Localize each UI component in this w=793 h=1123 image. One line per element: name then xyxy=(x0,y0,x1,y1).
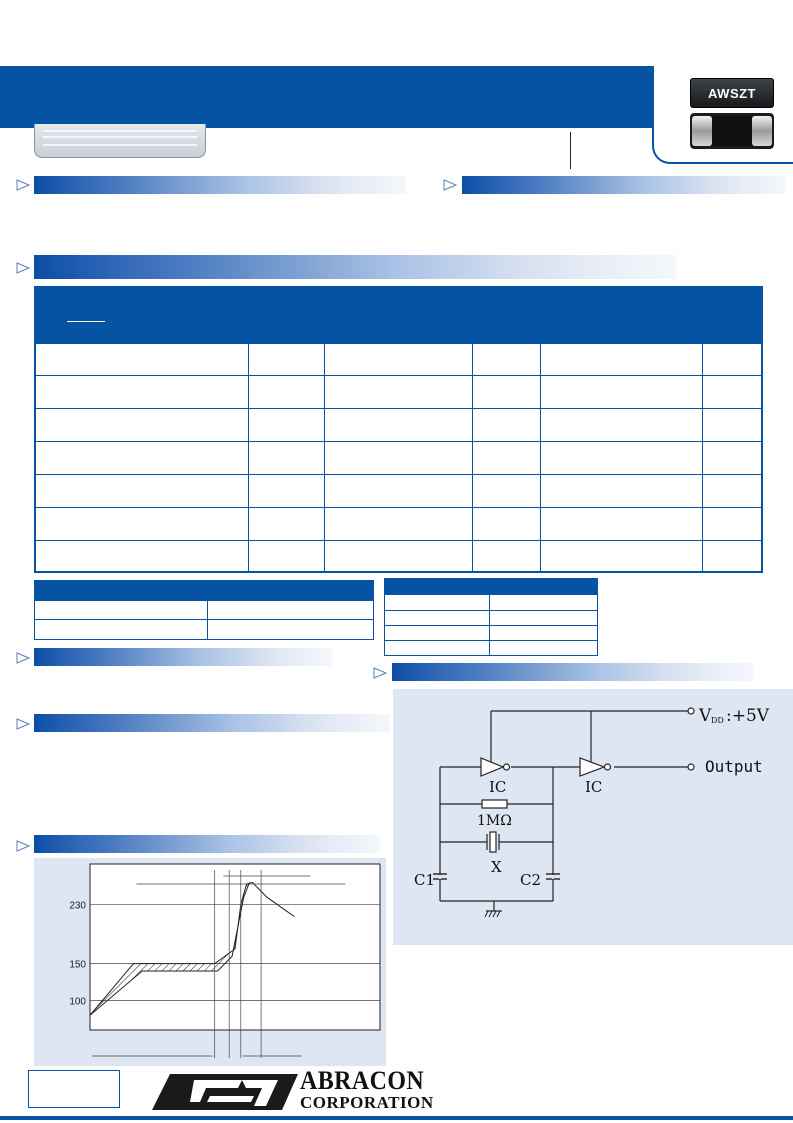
table-row-divider xyxy=(385,625,597,626)
brand-subname: CORPORATION xyxy=(300,1093,434,1112)
header-title-bar xyxy=(0,66,652,128)
triangle-right-outline-icon xyxy=(16,840,30,852)
product-badge: AWSZT xyxy=(690,78,774,108)
footer-rule xyxy=(0,1116,793,1120)
y-tick-label: 230 xyxy=(69,900,86,912)
c1-label: C1 xyxy=(414,871,436,889)
vdd-label: V xyxy=(699,706,712,726)
crystal-label: X xyxy=(491,858,502,876)
vdd-value: :+5V xyxy=(726,706,770,726)
triangle-right-outline-icon xyxy=(16,718,30,730)
table-row-divider xyxy=(36,540,761,541)
page-number-box xyxy=(28,1070,120,1108)
table-row-divider xyxy=(36,441,761,442)
ic1-label: IC xyxy=(489,778,507,796)
resistor-icon xyxy=(482,800,507,808)
reflow-profile-chart xyxy=(34,858,386,1066)
inverter-ic1-icon xyxy=(481,758,510,776)
spec-table xyxy=(34,342,763,573)
vdd-terminal xyxy=(688,708,694,714)
section-bar-specifications xyxy=(34,255,676,279)
resistor-label: 1MΩ xyxy=(477,813,512,829)
ic2-label: IC xyxy=(585,778,603,796)
triangle-right-outline-icon xyxy=(16,262,30,274)
output-terminal xyxy=(688,764,694,770)
section-bar-left-top xyxy=(34,176,406,194)
options-table-left xyxy=(34,580,374,640)
ground-icon xyxy=(485,911,500,917)
table-row-divider xyxy=(36,375,761,376)
table-row-divider xyxy=(385,610,597,611)
inverter-ic2-icon xyxy=(580,758,611,776)
crystal-icon xyxy=(487,832,499,852)
table-col-divider xyxy=(324,344,325,571)
y-tick-label: 100 xyxy=(69,996,86,1008)
brand-name: ABRACON xyxy=(300,1066,425,1095)
options-table-header xyxy=(35,581,373,601)
triangle-right-outline-icon xyxy=(373,667,387,679)
table-row-divider xyxy=(36,507,761,508)
table-col-divider xyxy=(489,595,490,655)
header-leader-line xyxy=(570,132,571,169)
triangle-right-outline-icon xyxy=(16,179,30,191)
table-col-divider xyxy=(540,344,541,571)
header-sub-tab xyxy=(34,124,206,158)
section-bar-test-circuit xyxy=(392,663,754,681)
smd-crystal-package-icon xyxy=(690,113,774,149)
triangle-right-outline-icon xyxy=(16,652,30,664)
table-row-divider xyxy=(385,640,597,641)
options-table-right xyxy=(384,578,598,656)
table-col-divider xyxy=(472,344,473,571)
reflow-chart-svg xyxy=(34,858,386,1066)
section-bar-left-lower xyxy=(34,714,390,732)
triangle-right-outline-icon xyxy=(443,179,457,191)
section-bar-reflow-profile xyxy=(34,835,380,853)
table-row-divider xyxy=(36,474,761,475)
c2-label: C2 xyxy=(520,871,542,889)
table-col-divider xyxy=(248,344,249,571)
spec-table-header xyxy=(34,286,763,342)
header-underline xyxy=(67,321,105,322)
options-table-header xyxy=(385,579,597,595)
output-label: Output xyxy=(705,757,763,776)
table-col-divider xyxy=(207,601,208,639)
section-bar-left-middle xyxy=(34,648,332,666)
table-row-divider xyxy=(36,408,761,409)
table-col-divider xyxy=(702,344,703,571)
table-row-divider xyxy=(35,619,373,620)
test-circuit-diagram xyxy=(393,689,793,945)
abracon-logo-icon xyxy=(150,1068,300,1112)
section-bar-right-top xyxy=(462,176,786,194)
vdd-subscript: DD xyxy=(711,716,724,725)
y-tick-label: 150 xyxy=(69,959,86,971)
